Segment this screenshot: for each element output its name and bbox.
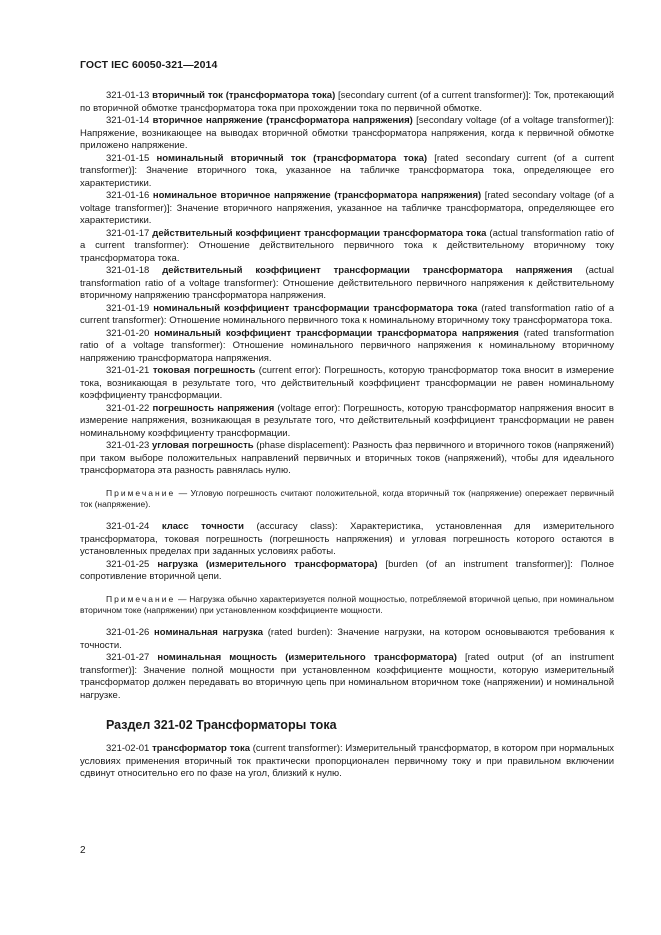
term-name: номинальный вторичный ток (трансформатора тока) — [156, 152, 428, 164]
term-entry: 321-01-13 вторичный ток (трансформатора тока) [secondary current (of a current transformer)]: Ток, протекающий по вторичной обмотке трансформатора тока при прохождении тока по первичной обмотке. — [80, 90, 614, 114]
term-entry: 321-01-27 номинальная мощность (измерительного трансформатора) [rated output (of an instrument transformer)]: Значение полной мощности при установленном коэффициенте мощности, которую измерительный трансформатор должен передавать во вторичную цепь при номинальном вторичном токе (напряжении) и номинальной нагрузке. — [80, 652, 614, 701]
term-entry: 321-01-18 действительный коэффициент трансформации трансформатора напряжения (actual transformation ratio of a voltage transformer): Отношение действительного первичного напряжения к действительному вторичному напряжению трансформатора напряжения. — [80, 265, 614, 301]
term-entry: 321-01-15 номинальный вторичный ток (трансформатора тока) [rated secondary current (of a current transformer)]: Значение вторичного тока, указанное на табличке трансформатора тока, определяющее его характеристики. — [80, 152, 615, 189]
term-entry: 321-02-01 трансформатор тока (current transformer): Измерительный трансформатор, в котором при нормальных условиях применения вторичный ток практически пропорционален первичному току и при правильном включении сдвинут относительно его по фазе на угол, близкий к нулю. — [80, 743, 614, 780]
document-body — [80, 90, 614, 781]
term-name: токовая погрешность — [152, 365, 256, 376]
term-name: номинальная нагрузка — [154, 627, 264, 639]
term-name: действительный коэффициент трансформации трансформатора напряжения — [162, 265, 573, 276]
term-name: действительный коэффициент трансформации трансформатора тока — [152, 227, 487, 239]
term-entry: 321-01-25 нагрузка (измерительного трансформатора) [burden (of an instrument transformer)]: Полное сопротивление вторичной цепи. — [80, 558, 614, 583]
term-name: класс точности — [161, 521, 244, 533]
note-label: Примечание — [106, 487, 176, 498]
term-name: нагрузка (измерительного трансформатора) — [157, 558, 378, 570]
term-entry: 321-01-19 номинальный коэффициент трансформации трансформатора тока (rated transformation ratio of a current transformer): Отношение номинального первичного тока к номинальному вторичному току трансформатора тока. — [80, 302, 614, 326]
term-name: трансформатор тока — [152, 743, 250, 755]
term-entry: 321-01-22 погрешность напряжения (voltage error): Погрешность, которую трансформатор напряжения вносит в измерение напряжения, возникающая в результате того, что действительный коэффициент трансформации не равен номинальному коэффициенту трансформации. — [80, 402, 614, 439]
entries-group-4 — [80, 743, 614, 781]
term-name: угловая погрешность — [151, 440, 254, 451]
term-name: погрешность напряжения — [152, 402, 275, 414]
note-label: Примечание — [106, 593, 176, 604]
term-entry: 321-01-26 номинальная нагрузка (rated burden): Значение нагрузки, на котором основываются требования к точности. — [80, 627, 614, 651]
term-name: номинальный коэффициент трансформации трансформатора напряжения — [154, 327, 519, 339]
entries-group-2 — [80, 521, 614, 584]
entries-group-1 — [80, 90, 614, 478]
term-entry: 321-01-16 номинальное вторичное напряжение (трансформатора напряжения) [rated secondary voltage (of a voltage transformer)]: Значение вторичного напряжения, указанное на табличке трансформатора, определяющее его характеристики. — [80, 190, 614, 226]
term-name: номинальная мощность (измерительного трансформатора) — [157, 652, 457, 664]
term-entry: 321-01-23 угловая погрешность (phase displacement): Разность фаз первичного и вторичного токов (напряжений) при таком выборе положительных направлений первичных и вторичных токов (напряжений), чтобы для идеального трансформатора эта разность равнялась нулю. — [80, 440, 615, 476]
note: Примечание — Угловую погрешность считают положительной, когда вторичный ток (напряжение) опережает первичный ток (напряжение). — [80, 487, 614, 510]
term-entry: 321-01-17 действительный коэффициент трансформации трансформатора тока (actual transformation ratio of a current transformer): Отношение действительного первичного тока к действительному вторичному току трансформатора тока. — [80, 227, 614, 264]
section-heading: Раздел 321-02 Трансформаторы тока — [106, 718, 337, 733]
entries-group-3 — [80, 627, 614, 702]
term-entry: 321-01-21 токовая погрешность (current error): Погрешность, которую трансформатор тока вносит в измерение тока, возникающая в результате того, что действительный коэффициент трансформации не равен номинальному коэффициенту трансформации. — [80, 365, 615, 401]
term-name: номинальный коэффициент трансформации трансформатора тока — [153, 302, 478, 314]
term-entry: 321-01-14 вторичное напряжение (трансформатора напряжения) [secondary voltage (of a voltage transformer)]: Напряжение, возникающее на выводах вторичной обмотки трансформатора напряжения, когда к первичной обмотке приложено напряжение. — [80, 115, 614, 151]
term-name: вторичное напряжение (трансформатора напряжения) — [152, 115, 413, 126]
term-name: номинальное вторичное напряжение (трансформатора напряжения) — [152, 190, 482, 201]
term-entry: 321-01-24 класс точности (accuracy class): Характеристика, установленная для измерительного трансформатора, токовая погрешность (погрешность напряжения) и угловая погрешность которого остаются в установленных пределах при заданных условиях работы. — [80, 521, 615, 558]
term-entry: 321-01-20 номинальный коэффициент трансформации трансформатора напряжения (rated transformation ratio of a voltage transformer): Отношение номинального первичного напряжения к номинальному вторичному напряжению трансформатора напряжения. — [80, 327, 615, 364]
term-name: вторичный ток (трансформатора тока) — [152, 90, 336, 101]
page-number: 2 — [80, 845, 86, 856]
document-header: ГОСТ IEC 60050-321—2014 — [80, 59, 218, 71]
note: Примечание — Нагрузка обычно характеризуется полной мощностью, потребляемой вторичной цепью, при номинальном вторичном токе (напряжении) при установленном коэффициенте мощности. — [80, 593, 614, 616]
